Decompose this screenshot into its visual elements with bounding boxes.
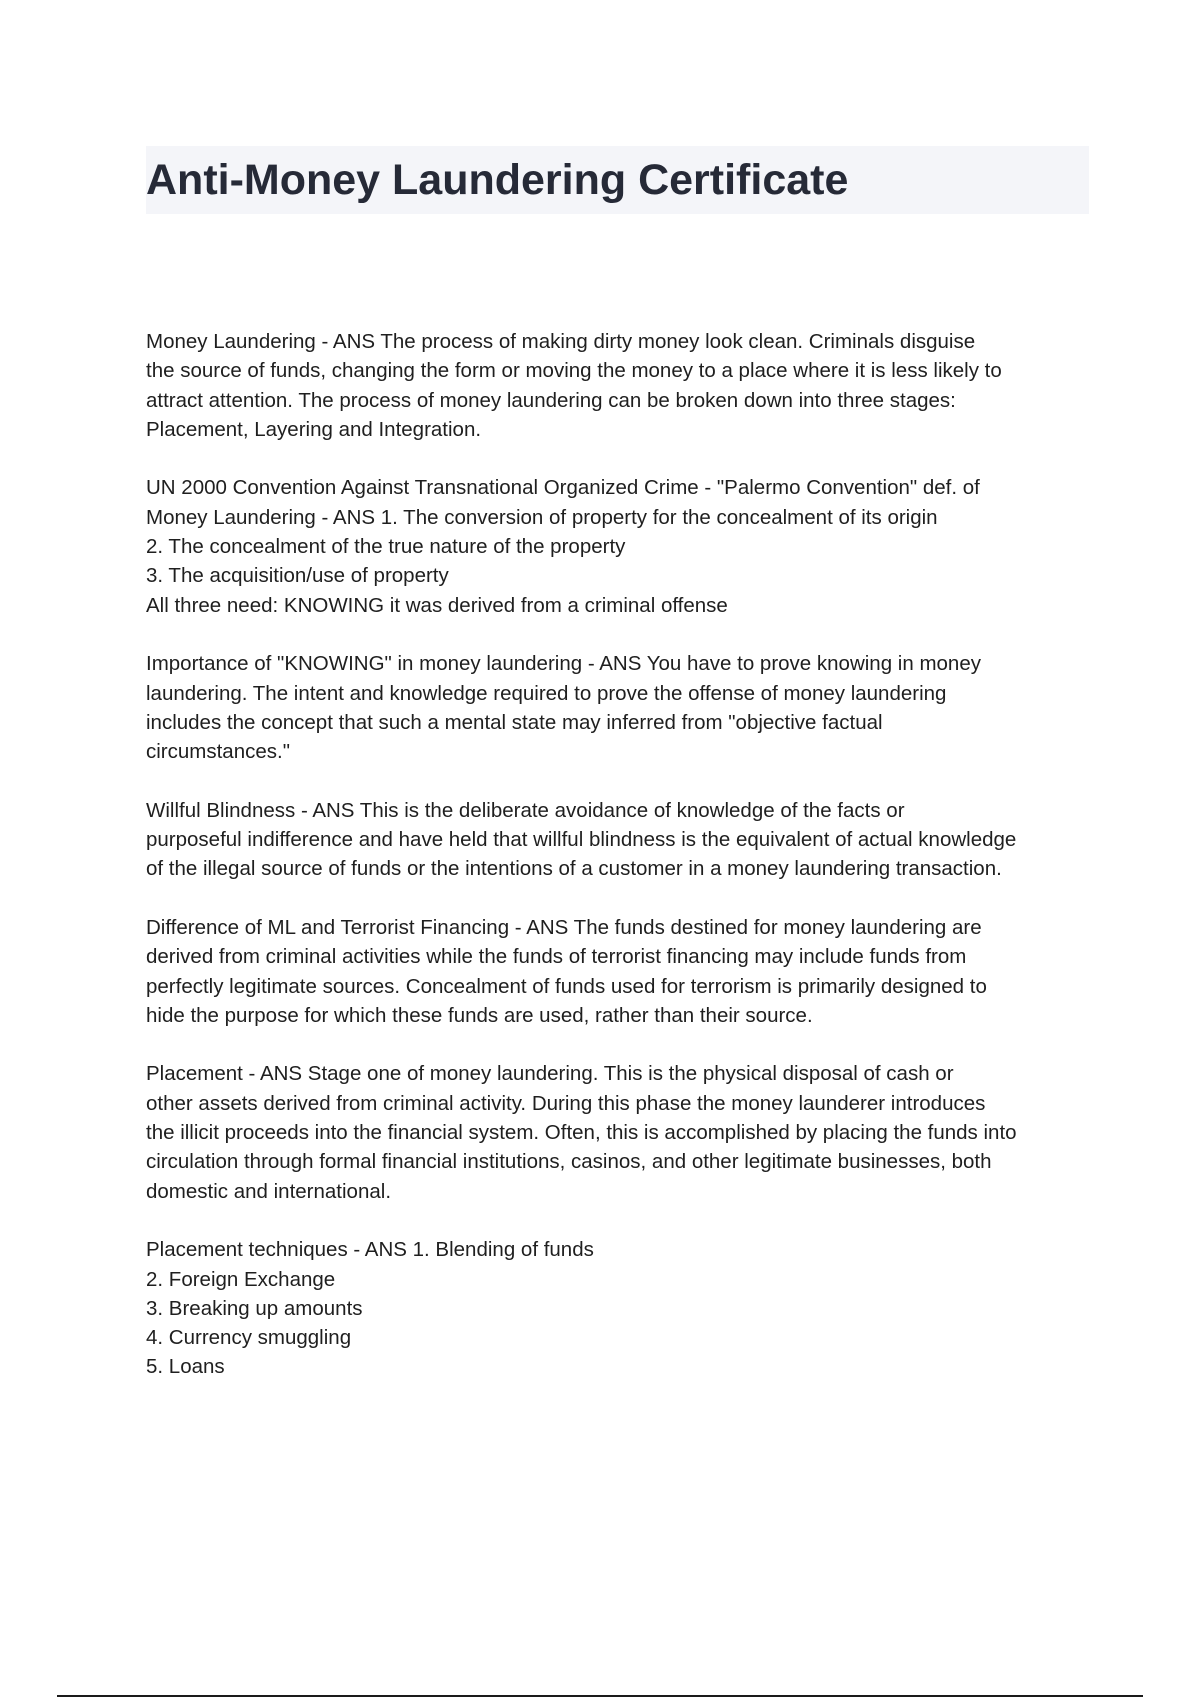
entry-line: 3. Breaking up amounts [146,1296,363,1320]
entry-line: perfectly legitimate sources. Concealment of funds used for terrorism is primarily designed to [146,974,987,998]
title-band [146,146,1089,214]
entry-line: attract attention. The process of money laundering can be broken down into three stages: [146,388,956,412]
qa-entry-placement-techniques [146,1235,1096,1381]
entry-line: hide the purpose for which these funds are used, rather than their source. [146,1003,813,1027]
entry-line: Importance of "KNOWING" in money laundering - ANS You have to prove knowing in money [146,652,981,676]
entry-line: derived from criminal activities while the funds of terrorist financing may include funds from [146,945,967,969]
entry-line: Money Laundering - ANS The process of making dirty money look clean. Criminals disguise [146,330,976,353]
entry-line: 3. The acquisition/use of property [146,564,449,588]
entry-line: Difference of ML and Terrorist Financing - ANS The funds destined for money laundering are [146,915,982,939]
entry-line: UN 2000 Convention Against Transnational Organized Crime - "Palermo Convention" def. of [146,476,980,500]
document-body [146,327,1096,1411]
qa-entry-money-laundering [146,327,1096,444]
document-title: Anti-Money Laundering Certificate [146,156,849,204]
entry-line: Placement techniques - ANS 1. Blending of funds [146,1238,594,1262]
qa-entry-ml-vs-terrorist-financing [146,913,1096,1030]
entry-line: includes the concept that such a mental state may inferred from "objective factual [146,710,883,734]
entry-line: circumstances." [146,740,290,764]
entry-line: All three need: KNOWING it was derived from a criminal offense [146,593,728,617]
entry-line: 4. Currency smuggling [146,1326,352,1350]
qa-entry-palermo-convention [146,473,1096,619]
entry-line: circulation through formal financial institutions, casinos, and other legitimate businesses, both [146,1150,992,1174]
entry-line: other assets derived from criminal activity. During this phase the money launderer introduces [146,1091,986,1115]
qa-entry-willful-blindness [146,796,1096,884]
entry-line: the source of funds, changing the form or moving the money to a place where it is less likely to [146,359,1002,383]
entry-line: Willful Blindness - ANS This is the deliberate avoidance of knowledge of the facts or [146,798,905,822]
entry-line: 2. The concealment of the true nature of the property [146,535,626,559]
entry-line: 2. Foreign Exchange [146,1267,336,1291]
entry-line: domestic and international. [146,1179,392,1203]
entry-line: of the illegal source of funds or the intentions of a customer in a money laundering transaction. [146,857,1002,881]
entry-line: the illicit proceeds into the financial system. Often, this is accomplished by placing the funds into [146,1121,1017,1145]
entry-line: Placement, Layering and Integration. [146,417,482,441]
entry-line: Money Laundering - ANS 1. The conversion of property for the concealment of its origin [146,505,938,529]
entry-line: Placement - ANS Stage one of money laundering. This is the physical disposal of cash or [146,1062,954,1086]
entry-line: purposeful indifference and have held that willful blindness is the equivalent of actual knowledge [146,828,1017,852]
entry-line: 5. Loans [146,1355,225,1379]
qa-entry-placement [146,1059,1096,1205]
page-bottom-divider [57,1695,1143,1697]
qa-entry-importance-of-knowing [146,649,1096,766]
entry-line: laundering. The intent and knowledge required to prove the offense of money laundering [146,681,947,705]
